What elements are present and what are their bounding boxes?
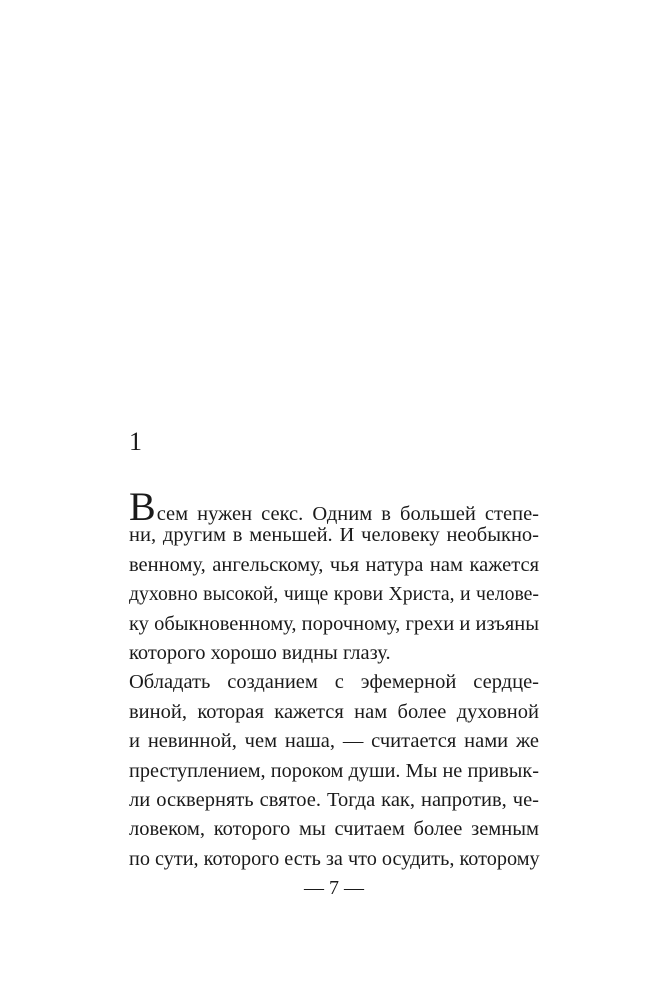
text-line: преступлением, пороком души. Мы не привык-	[129, 759, 539, 782]
text-line: ловеком, которого мы считаем более земным	[129, 818, 539, 841]
text-line	[129, 668, 539, 697]
text-line: ку обыкновенному, порочному, грехи и изъяны	[129, 612, 539, 635]
text-line: духовно высокой, чище крови Христа, и челове-	[129, 583, 539, 606]
drop-cap-letter: В	[129, 484, 156, 529]
text-line: виной, которая кажется нам более духовной	[129, 700, 539, 723]
text-line: ни, другим в меньшей. И человеку необыкно-	[129, 524, 539, 547]
text-line: по сути, которого есть за что осудить, которому	[129, 847, 540, 870]
text-line: которого хорошо видны глазу.	[129, 641, 391, 664]
page-number: — 7 —	[304, 877, 364, 899]
body-text	[129, 484, 540, 874]
text-line-content: сем нужен секс. Одним в большей степе-	[156, 503, 539, 525]
text-line: и невинной, чем наша, — считается нами же	[129, 730, 539, 753]
text-line	[129, 484, 539, 529]
text-line-content: Обладать созданием с эфемерной сердце-	[129, 671, 539, 694]
chapter-number: 1	[129, 427, 142, 456]
text-line: венному, ангельскому, чья натура нам кажется	[129, 553, 539, 576]
text-line: ли осквернять святое. Тогда как, напротив, че-	[129, 788, 539, 811]
